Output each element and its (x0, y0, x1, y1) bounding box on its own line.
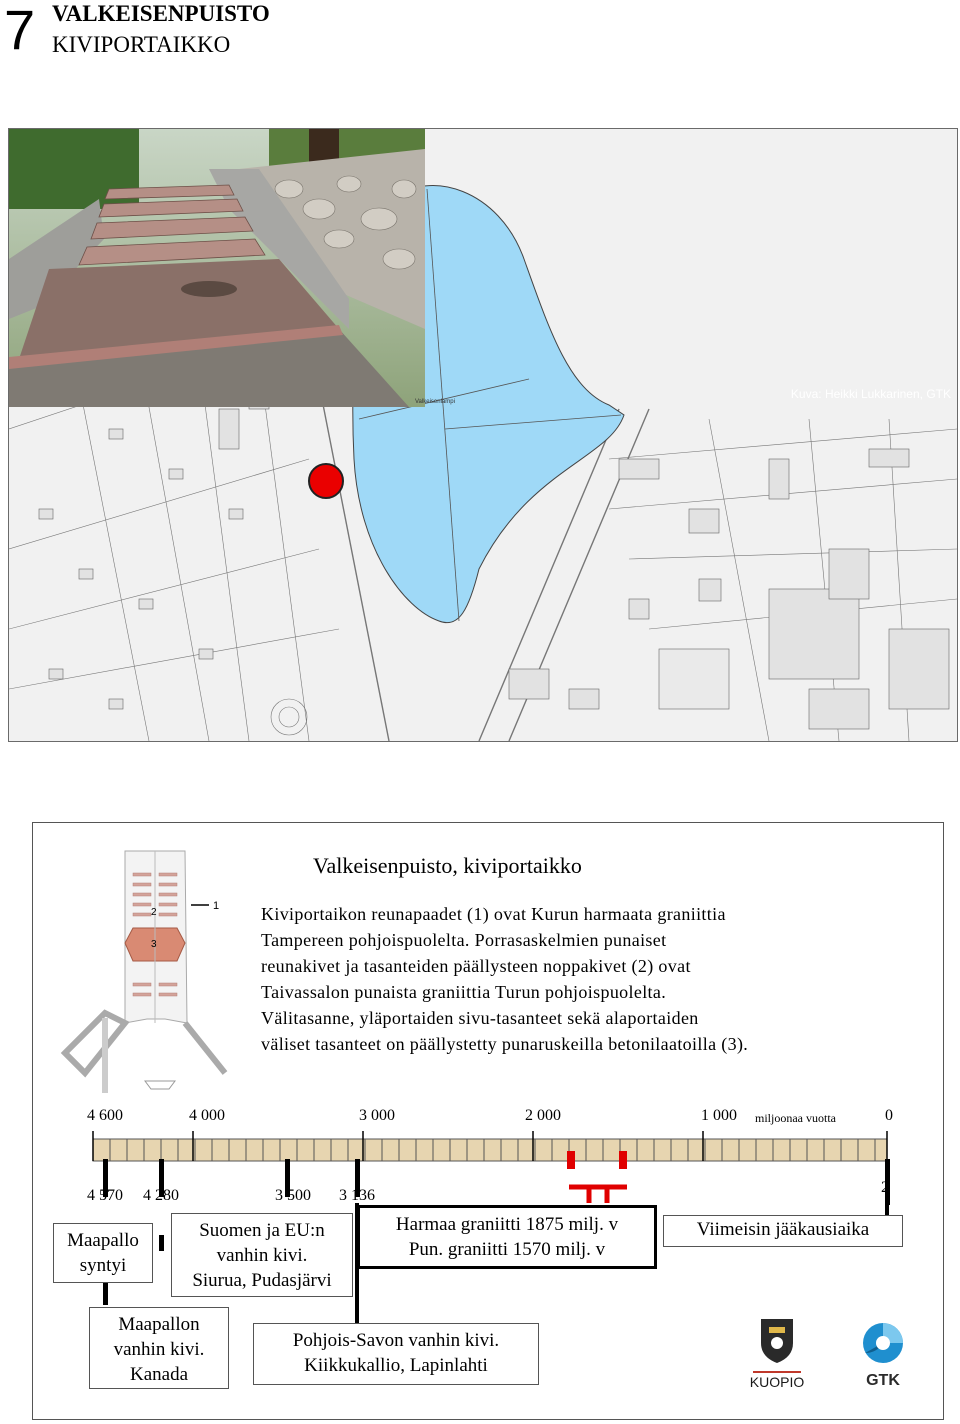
tick-label: 4 000 (189, 1107, 225, 1124)
box-line: Pohjois-Savon vanhin kivi. (292, 1330, 500, 1351)
box-earth-born (53, 1223, 153, 1283)
inset-label-1: 1 (213, 900, 220, 912)
staircase-photo (9, 129, 425, 407)
box-ice-age (663, 1215, 903, 1247)
description-line: Kiviportaikon reunapaadet (1) ovat Kurun harmaata graniittia (261, 904, 726, 924)
kuopio-logo-text: KUOPIO (749, 1374, 805, 1390)
box-line: Siurua, Pudasjärvi (192, 1270, 332, 1291)
box-line: Pun. graniitti 1570 milj. v (408, 1239, 606, 1260)
page-subtitle: KIVIPORTAIKKO (52, 32, 231, 57)
event-label: 3 500 (275, 1187, 311, 1204)
tick-label: 1 000 (701, 1107, 737, 1124)
box-savo-oldest (253, 1323, 539, 1385)
kuopio-logo (739, 1313, 815, 1393)
box-line: Harmaa graniitti 1875 milj. v (395, 1214, 619, 1235)
photo-credit: Kuva: Heikki Lukkarinen, GTK (790, 387, 951, 401)
tick-label: 4 600 (87, 1107, 123, 1124)
description-line: Välitasanne, yläportaiden sivu-tasanteet sekä alaportaiden (261, 1008, 699, 1028)
timeline-unit: miljoonaa vuotta (755, 1111, 836, 1125)
box-line: vanhin kivi. (113, 1339, 205, 1360)
event-label: 2 (881, 1179, 889, 1196)
event-bar-4280-lower (159, 1235, 164, 1251)
gtk-logo-text: GTK (866, 1372, 900, 1389)
tick-label: 0 (885, 1107, 893, 1124)
box-line: Maapallon (118, 1314, 200, 1335)
inset-label-3: 3 (151, 939, 157, 950)
panel-title: Valkeisenpuisto, kiviportaikko (313, 853, 582, 878)
location-marker (308, 463, 344, 499)
event-label: 4 280 (143, 1187, 179, 1204)
tick-label: 2 000 (525, 1107, 561, 1124)
box-line: syntyi (79, 1255, 127, 1276)
inset-label-2: 2 (151, 907, 157, 918)
box-line: Kiikkukallio, Lapinlahti (304, 1355, 488, 1376)
info-panel (32, 822, 944, 1420)
box-line: Maapallo (67, 1230, 139, 1251)
box-granites (357, 1205, 657, 1269)
page-number: 7 (4, 0, 34, 61)
box-line: Suomen ja EU:n (199, 1220, 325, 1241)
description-line: reunakivet ja tasanteiden päällysteen noppakivet (2) ovat (261, 956, 691, 976)
area-map (8, 128, 958, 742)
event-label: 4 570 (87, 1187, 123, 1204)
box-earth-oldest (89, 1307, 229, 1389)
granite-bracket (569, 1187, 627, 1203)
tick-label: 3 000 (359, 1107, 395, 1124)
description-line: väliset tasanteet on päällystetty punaruskeilla betonilaatoilla (3). (261, 1034, 749, 1054)
box-line: vanhin kivi. (216, 1245, 308, 1266)
box-line: Kanada (129, 1364, 189, 1385)
granite-marker-gray (567, 1151, 575, 1169)
box-line: Viimeisin jääkausiaika (696, 1219, 870, 1240)
granite-marker-red (619, 1151, 627, 1169)
page-title: VALKEISENPUISTO (52, 1, 270, 26)
box-finland-oldest (171, 1213, 353, 1297)
gtk-logo (853, 1321, 913, 1391)
description-line: Tampereen pohjoispuolelta. Porrasaskelmien punaiset (261, 930, 667, 950)
lake-label: Valkeisenlampi (415, 399, 455, 405)
event-label: 3 136 (339, 1187, 375, 1204)
description-line: Taivassalon punaista graniittia Turun pohjoispuolelta. (261, 982, 667, 1002)
